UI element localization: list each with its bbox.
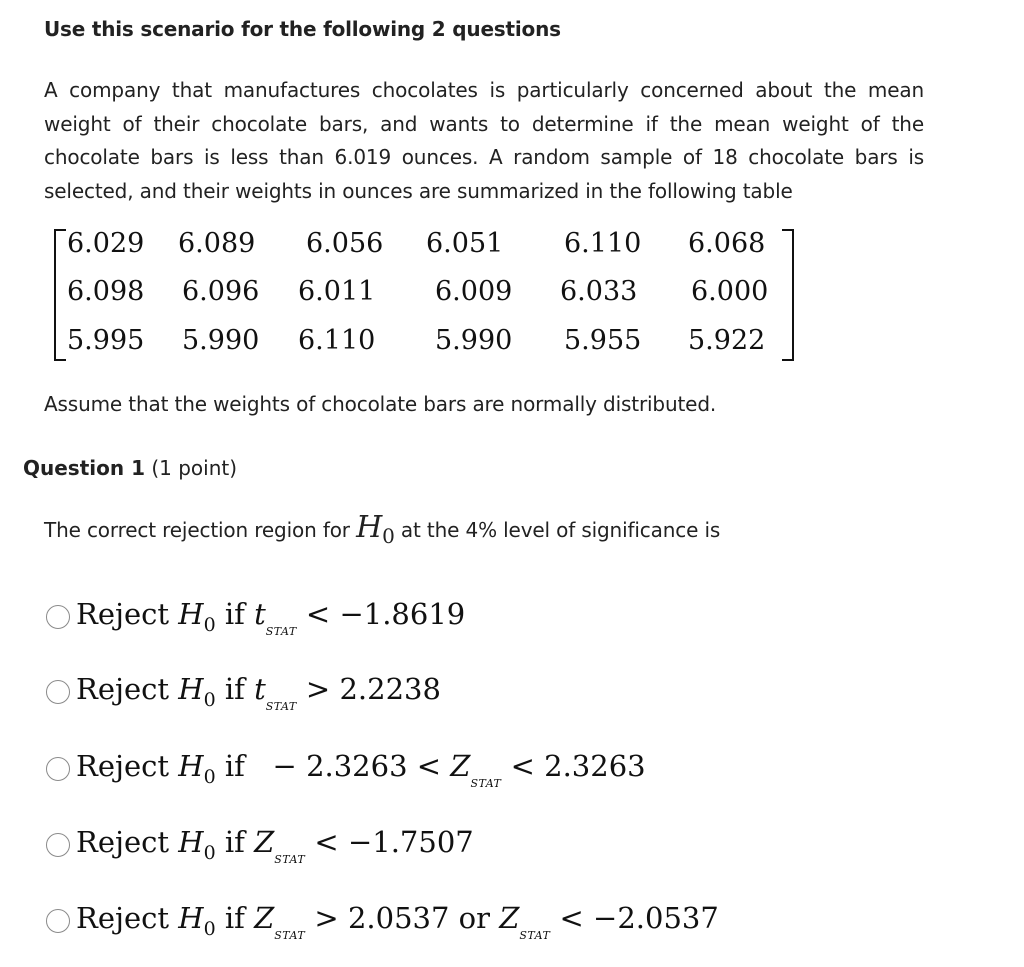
option-label[interactable] xyxy=(76,749,646,790)
option-statistic-variable: t xyxy=(254,671,266,706)
option-statistic-variable: Z xyxy=(254,824,275,859)
matrix-cell: 5.995 xyxy=(67,325,145,356)
option-if-word: if xyxy=(224,900,245,935)
matrix-cell: 6.096 xyxy=(182,276,260,307)
matrix-cell: 5.990 xyxy=(435,325,513,356)
option-if-word: if xyxy=(224,596,245,631)
matrix-cell: 6.000 xyxy=(691,276,769,307)
matrix-cell: 6.110 xyxy=(298,325,376,356)
option-statistic-subscript: STAT xyxy=(265,699,297,713)
option-statistic-subscript: STAT xyxy=(519,928,551,942)
matrix-cell: 6.098 xyxy=(67,276,145,307)
hypothesis-symbol: H xyxy=(356,510,383,545)
option-label[interactable] xyxy=(76,901,719,942)
option-expression-text: < 2.3263 xyxy=(501,748,646,783)
hypothesis-subscript: 0 xyxy=(382,524,395,548)
normality-assumption: Assume that the weights of chocolate bars are normally distributed. xyxy=(44,392,717,416)
matrix-right-bracket xyxy=(782,229,794,361)
radio-button[interactable] xyxy=(46,757,70,781)
option-hypothesis-subscript: 0 xyxy=(203,688,216,711)
option-reject-word: Reject xyxy=(76,671,170,706)
matrix-cell: 6.056 xyxy=(306,228,384,259)
option-label[interactable] xyxy=(76,672,441,713)
option-statistic-subscript: STAT xyxy=(274,852,306,866)
option-reject-word: Reject xyxy=(76,748,170,783)
option-statistic-subscript: STAT xyxy=(265,624,297,638)
option-hypothesis-subscript: 0 xyxy=(203,613,216,636)
question-points: (1 point) xyxy=(151,456,238,480)
option-hypothesis: H xyxy=(178,671,204,706)
option-expression-text: < −2.0537 xyxy=(550,900,719,935)
prompt-after: at the 4% level of significance is xyxy=(400,518,721,542)
matrix-cell: 6.033 xyxy=(560,276,638,307)
option-hypothesis-subscript: 0 xyxy=(203,841,216,864)
option-reject-word: Reject xyxy=(76,596,170,631)
weights-matrix xyxy=(54,225,794,363)
option-hypothesis: H xyxy=(178,900,204,935)
prompt-before: The correct rejection region for xyxy=(44,518,350,542)
radio-button[interactable] xyxy=(46,833,70,857)
question-header xyxy=(23,456,237,480)
option-expression-text: − 2.3263 < xyxy=(254,748,451,783)
radio-button[interactable] xyxy=(46,909,70,933)
matrix-cell: 5.990 xyxy=(182,325,260,356)
answer-option[interactable] xyxy=(46,901,719,941)
matrix-cell: 5.922 xyxy=(688,325,766,356)
scenario-description: A company that manufactures chocolates is particularly concerned about the mean weight of their chocolate bars, and wants to determine if the mean weight of the chocolate bars is less than 6.019 ounces. A random sample of 18 chocolate bars is selected, and their weights in ounces are summarized in the following table xyxy=(44,78,924,203)
matrix-cell: 6.009 xyxy=(435,276,513,307)
matrix-left-bracket xyxy=(54,229,66,361)
option-hypothesis-subscript: 0 xyxy=(203,765,216,788)
option-statistic-subscript: STAT xyxy=(274,928,306,942)
option-hypothesis: H xyxy=(178,748,204,783)
option-expression-text: > 2.2238 xyxy=(296,671,441,706)
scenario-title: Use this scenario for the following 2 questions xyxy=(44,17,561,41)
matrix-cell: 6.089 xyxy=(178,228,256,259)
option-hypothesis: H xyxy=(178,824,204,859)
matrix-cell: 6.068 xyxy=(688,228,766,259)
matrix-cell: 6.110 xyxy=(564,228,642,259)
question-prompt xyxy=(44,510,720,548)
option-expression-text: > 2.0537 or xyxy=(305,900,500,935)
radio-button[interactable] xyxy=(46,605,70,629)
option-reject-word: Reject xyxy=(76,900,170,935)
option-label[interactable] xyxy=(76,597,465,638)
question-number: Question 1 xyxy=(23,456,145,480)
option-expression-text: < −1.8619 xyxy=(296,596,466,631)
option-hypothesis: H xyxy=(178,596,204,631)
answer-option[interactable] xyxy=(46,597,465,637)
option-expression-text: < −1.7507 xyxy=(305,824,474,859)
option-statistic-variable: Z xyxy=(450,748,471,783)
matrix-cell: 6.011 xyxy=(298,276,376,307)
matrix-cell: 5.955 xyxy=(564,325,642,356)
option-statistic-variable: Z xyxy=(254,900,275,935)
option-reject-word: Reject xyxy=(76,824,170,859)
option-if-word: if xyxy=(224,748,245,783)
option-if-word: if xyxy=(224,824,245,859)
answer-option[interactable] xyxy=(46,749,646,789)
option-statistic-subscript: STAT xyxy=(470,776,502,790)
answer-option[interactable] xyxy=(46,672,441,712)
answer-option[interactable] xyxy=(46,825,474,865)
option-if-word: if xyxy=(224,671,245,706)
matrix-cell: 6.051 xyxy=(426,228,504,259)
option-statistic-variable: t xyxy=(254,596,266,631)
option-hypothesis-subscript: 0 xyxy=(203,917,216,940)
matrix-cell: 6.029 xyxy=(67,228,145,259)
option-label[interactable] xyxy=(76,825,474,866)
radio-button[interactable] xyxy=(46,680,70,704)
option-statistic-variable: Z xyxy=(499,900,520,935)
